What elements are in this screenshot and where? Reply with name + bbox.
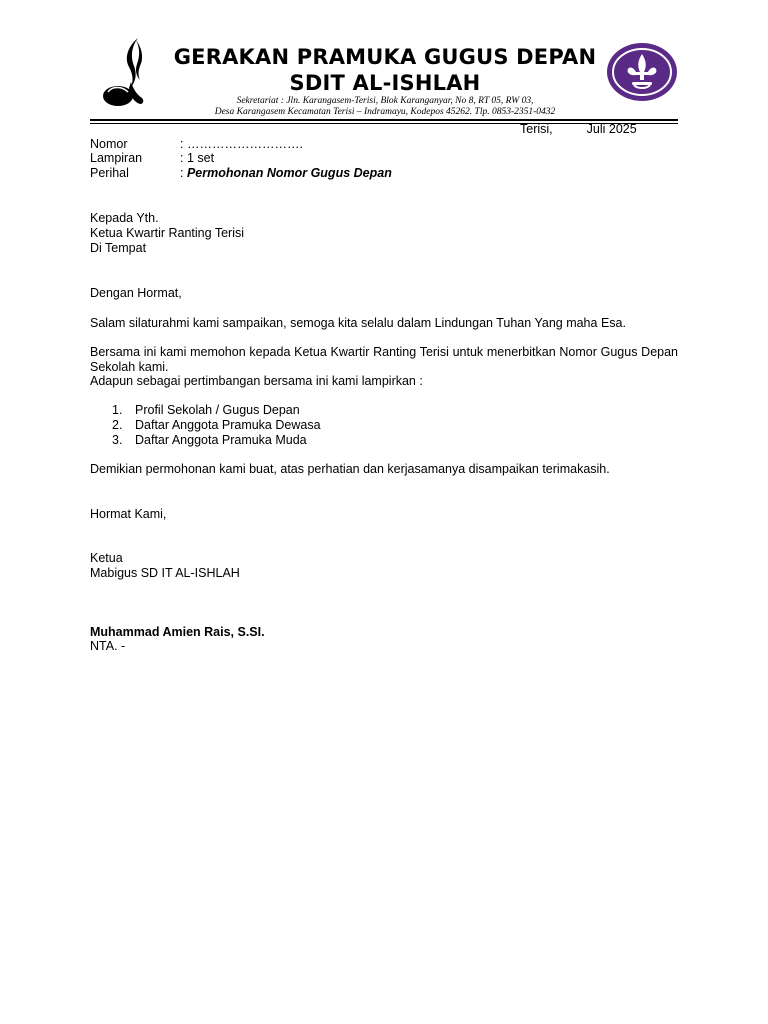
letter-date: [520, 122, 637, 137]
greeting: Dengan Hormat,: [90, 286, 182, 300]
salutation: Hormat Kami,: [90, 507, 167, 521]
list-item-number: 2.: [112, 417, 123, 432]
meta-label-lampiran: Lampiran: [90, 151, 143, 165]
date-place: Terisi,: [520, 122, 553, 136]
paragraph-2: Bersama ini kami memohon kepada Ketua Kwartir Ranting Terisi untuk menerbitkan Nomor Gugus Depan Sekolah kami.: [90, 345, 678, 374]
meta-value-nomor: : ……………………….: [180, 137, 303, 151]
date-month-year: Juli 2025: [586, 122, 637, 136]
meta-value-perihal: [180, 166, 392, 181]
title-line-1: GERAKAN PRAMUKA GUGUS DEPAN: [173, 45, 597, 69]
closing-paragraph: Demikian permohonan kami buat, atas perhatian dan kerjasamanya disampaikan terimakasih.: [90, 462, 610, 476]
address-line-2: Desa Karangasem Kecamatan Terisi – Indramayu, Kodepos 45262. Tlp. 0853-2351-0432: [214, 107, 556, 117]
world-scout-emblem-icon: [606, 42, 678, 102]
recipient-line-1: Kepada Yth.: [90, 211, 159, 225]
paragraph-1: Salam silaturahmi kami sampaikan, semoga kita selalu dalam Lindungan Tuhan Yang maha Esa.: [90, 316, 626, 330]
paragraph-3: Adapun sebagai pertimbangan bersama ini kami lampirkan :: [90, 374, 423, 388]
organization-title: [150, 44, 620, 96]
meta-label-nomor: Nomor: [90, 137, 128, 151]
list-item: [112, 403, 321, 418]
list-item-number: 3.: [112, 432, 123, 447]
signer-name: Muhammad Amien Rais, S.SI.: [90, 625, 265, 639]
list-item-text: Daftar Anggota Pramuka Muda: [135, 432, 307, 447]
address-line-1: Sekretariat : Jln. Karangasem-Terisi, Blok Karanganyar, No 8, RT 05, RW 03,: [236, 96, 534, 106]
title-line-2: SDIT AL-ISHLAH: [289, 71, 481, 95]
recipient-line-2: Ketua Kwartir Ranting Terisi: [90, 226, 245, 240]
address-block: [150, 96, 620, 118]
list-item-text: Profil Sekolah / Gugus Depan: [135, 403, 300, 417]
perihal-subject: Permohonan Nomor Gugus Depan: [186, 166, 392, 180]
signer-unit: Mabigus SD IT AL-ISHLAH: [90, 566, 240, 580]
perihal-prefix: :: [180, 166, 187, 180]
signer-nta: NTA. -: [90, 639, 126, 653]
header-divider-thick: [90, 119, 678, 121]
list-item-text: Daftar Anggota Pramuka Dewasa: [135, 417, 321, 432]
attachment-list: [112, 403, 321, 447]
meta-value-lampiran: : 1 set: [180, 151, 215, 165]
list-item: [112, 418, 321, 433]
list-item: [112, 433, 321, 448]
meta-label-perihal: Perihal: [90, 166, 129, 180]
recipient-line-3: Di Tempat: [90, 241, 147, 255]
list-item-number: 1.: [112, 403, 123, 417]
tunas-kelapa-icon: [100, 36, 156, 110]
signer-role: Ketua: [90, 551, 123, 565]
